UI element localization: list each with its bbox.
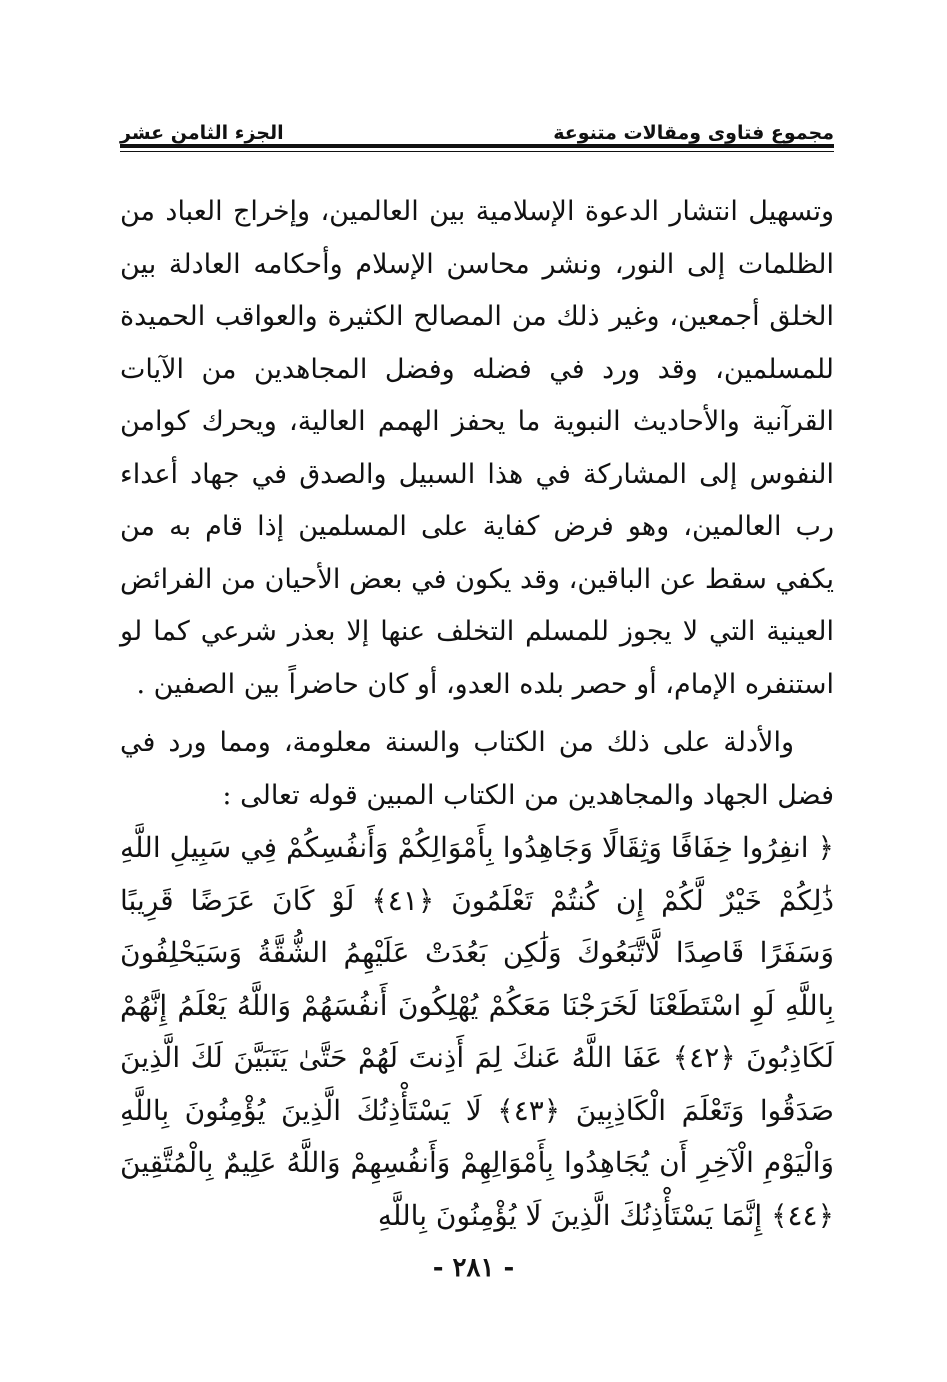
book-title: مجموع فتاوى ومقالات متنوعة bbox=[553, 122, 834, 144]
running-header bbox=[120, 104, 834, 144]
volume-label: الجزء الثامن عشر bbox=[120, 122, 284, 144]
page-number: - ٢٨١ - bbox=[432, 1253, 515, 1283]
header-rule bbox=[120, 144, 834, 148]
paragraph-2: والأدلة على ذلك من الكتاب والسنة معلومة، ومما ورد في فضل الجهاد والمجاهدين من الكتاب المبين قوله تعالى : bbox=[120, 727, 834, 811]
page-body bbox=[120, 186, 834, 1242]
header-rule-thin bbox=[120, 151, 834, 152]
quran-verses: ﴿ انفِرُوا خِفَافًا وَثِقَالًا وَجَاهِدُوا بِأَمْوَالِكُمْ وَأَنفُسِكُمْ فِي سَبِيلِ اللَّهِ ذَٰلِكُمْ خَيْرٌ لَّكُمْ إِن كُنتُمْ تَعْلَمُونَ ﴿٤١﴾ لَوْ كَانَ عَرَضًا قَرِيبًا وَسَفَرًا قَاصِدًا لَّاتَّبَعُوكَ وَلَٰكِن بَعُدَتْ عَلَيْهِمُ الشُّقَّةُ وَسَيَحْلِفُونَ بِاللَّهِ لَوِ اسْتَطَعْنَا لَخَرَجْنَا مَعَكُمْ يُهْلِكُونَ أَنفُسَهُمْ وَاللَّهُ يَعْلَمُ إِنَّهُمْ لَكَاذِبُونَ ﴿٤٢﴾ عَفَا اللَّهُ عَنكَ لِمَ أَذِنتَ لَهُمْ حَتَّىٰ يَتَبَيَّنَ لَكَ الَّذِينَ صَدَقُوا وَتَعْلَمَ الْكَاذِبِينَ ﴿٤٣﴾ لَا يَسْتَأْذِنُكَ الَّذِينَ يُؤْمِنُونَ بِاللَّهِ وَالْيَوْمِ الْآخِرِ أَن يُجَاهِدُوا بِأَمْوَالِهِمْ وَأَنفُسِهِمْ وَاللَّهُ عَلِيمٌ بِالْمُتَّقِينَ ﴿٤٤﴾ إِنَّمَا يَسْتَأْذِنُكَ الَّذِينَ لَا يُؤْمِنُونَ بِاللَّهِ bbox=[120, 831, 835, 1232]
paragraph-1: وتسهيل انتشار الدعوة الإسلامية بين العالمين، وإخراج العباد من الظلمات إلى النور، ونشر محاسن الإسلام وأحكامه العادلة بين الخلق أجمعين، وغير ذلك من المصالح الكثيرة والعواقب الحميدة للمسلمين، وقد ورد في فضله وفضل المجاهدين من الآيات القرآنية والأحاديث النبوية ما يحفز الهمم العالية، ويحرك كوامن النفوس إلى المشاركة في هذا السبيل والصدق في جهاد أعداء رب العالمين، وهو فرض كفاية على المسلمين إذا قام به من يكفي سقط عن الباقين، وقد يكون في بعض الأحيان من الفرائض العينية التي لا يجوز للمسلم التخلف عنها إلا بعذر شرعي كما لو استنفره الإمام، أو حصر بلده العدو، أو كان حاضراً بين الصفين . bbox=[120, 196, 834, 700]
